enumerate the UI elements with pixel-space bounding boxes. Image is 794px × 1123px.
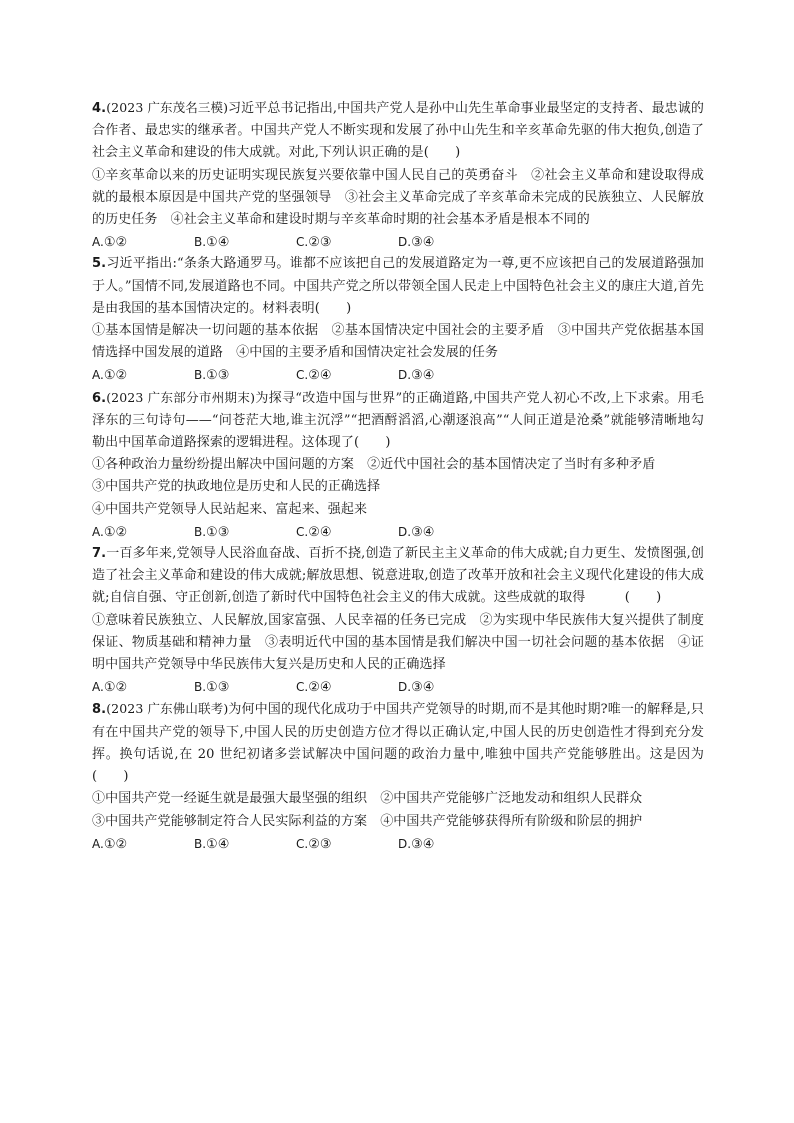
choice-text: ①④ <box>206 234 230 250</box>
question-stem <box>92 543 704 610</box>
choice-letter: D. <box>398 235 412 250</box>
choice-letter: D. <box>398 368 412 383</box>
choice-a[interactable] <box>92 364 194 386</box>
choice-letter: A. <box>92 836 104 851</box>
choice-letter: B. <box>194 235 207 250</box>
choice-text: ①③ <box>206 679 230 695</box>
question-source: (2023 广东部分市州期末) <box>106 389 256 405</box>
question-text: 习近平指出:“条条大路通罗马。谁都不应该把自己的发展道路定为一尊,更不应该把自己的发展道路强加于人。”国情不同,发展道路也不同。中国共产党之所以带领全国人民走上中国特色社会主义的康庄大道,首先是由我国的基本国情决定的。材料表明( ) <box>92 256 704 316</box>
choice-letter: B. <box>194 680 207 695</box>
question-number: 6. <box>92 390 107 406</box>
statement-group: ③中国共产党能够制定符合人民实际利益的方案 ④中国共产党能够获得所有阶级和阶层的拥护 <box>92 813 643 829</box>
choice-a[interactable] <box>92 231 194 253</box>
choice-text: ①② <box>103 679 128 695</box>
choice-b[interactable] <box>194 364 296 386</box>
choice-text: ②③ <box>308 835 332 851</box>
question-text: 为何中国的现代化成功于中国共产党领导的时期,而不是其他时期?唯一的解释是,只有在中国共产党的领导下,中国人民的历史创造方位才得以正确认定,中国人民的历史创造性才得到充分发挥。换句话说,在 20 世纪初诸多尝试解决中国问题的政治力量中,唯独中国共产党能够胜出。这是因为( ) <box>92 702 704 785</box>
answer-choices <box>92 676 704 698</box>
choice-text: ①② <box>103 523 128 539</box>
question-stem <box>92 387 704 455</box>
statement-group: ①辛亥革命以来的历史证明实现民族复兴要依靠中国人民自己的英勇奋斗 ②社会主义革命和建设取得成就的最根本原因是中国共产党的坚强领导 ③社会主义革命完成了辛亥革命未完成的民族独立、人民解放的历史任务 ④社会主义革命和建设时期与辛亥革命时期的社会基本矛盾是根本不同的 <box>92 167 704 228</box>
choice-d[interactable] <box>398 364 500 386</box>
choice-d[interactable] <box>398 833 500 855</box>
choice-d[interactable] <box>398 521 500 543</box>
choice-b[interactable] <box>194 676 296 698</box>
choice-letter: D. <box>398 836 412 851</box>
answer-choices <box>92 521 704 543</box>
question-stem <box>92 97 704 165</box>
statement-group: ①意味着民族独立、人民解放,国家富强、人民幸福的任务已完成 ②为实现中华民族伟大复兴提供了制度保证、物质基础和精神力量 ③表明近代中国的基本国情是我们解决中国一切社会问题的基本依据 ④证明中国共产党领导中华民族伟大复兴是历史和人民的正确选择 <box>92 612 704 673</box>
choice-text: ③④ <box>411 234 435 250</box>
choice-letter: D. <box>398 524 412 539</box>
choice-letter: B. <box>194 836 207 851</box>
statement-group: ①各种政治力量纷纷提出解决中国问题的方案 ②近代中国社会的基本国情决定了当时有多种矛盾 <box>92 457 656 473</box>
choice-letter: B. <box>194 524 207 539</box>
choice-b[interactable] <box>194 521 296 543</box>
question-stem <box>92 253 704 320</box>
choice-text: ①② <box>103 234 128 250</box>
question-number: 5. <box>92 256 107 272</box>
choice-text: ①③ <box>206 523 230 539</box>
choice-letter: D. <box>398 680 412 695</box>
choice-c[interactable] <box>296 231 398 253</box>
choice-text: ①④ <box>206 835 230 851</box>
question-number: 7. <box>92 546 107 562</box>
choice-text: ③④ <box>411 835 435 851</box>
choice-text: ①② <box>103 367 128 383</box>
question-text: 为探寻“改造中国与世界”的正确道路,中国共产党人初心不改,上下求索。用毛泽东的三句诗句——“问苍茫大地,谁主沉浮”“把酒酹滔滔,心潮逐浪高”“人间正道是沧桑”就能够清晰地勾勒出中国革命道路探索的逻辑进程。这体现了( ) <box>92 390 704 451</box>
choice-text: ③④ <box>411 367 435 383</box>
question-source: (2023 广东茂名三模) <box>106 100 229 115</box>
choice-text: ①③ <box>206 367 230 383</box>
choice-letter: A. <box>92 680 104 695</box>
choice-text: ③④ <box>411 679 435 695</box>
question-number: 8. <box>92 702 107 718</box>
choice-letter: C. <box>296 235 309 250</box>
question-number: 4. <box>92 101 107 116</box>
question-text: 一百多年来,党领导人民浴血奋战、百折不挠,创造了新民主主义革命的伟大成就;自力更生、发愤图强,创造了社会主义革命和建设的伟大成就;解放思想、锐意进取,创造了改革开放和社会主义现代化建设的伟大成就;自信自强、守正创新,创造了新时代中国特色社会主义的伟大成就。这些成就的取得 ( ) <box>92 546 704 606</box>
choice-a[interactable] <box>92 676 194 698</box>
choice-b[interactable] <box>194 231 296 253</box>
choice-d[interactable] <box>398 231 500 253</box>
question-4 <box>92 97 704 253</box>
question-sheet <box>92 97 704 855</box>
choice-letter: B. <box>194 368 207 383</box>
question-source: (2023 广东佛山联考) <box>106 701 229 717</box>
choice-text: ②③ <box>308 234 332 250</box>
choice-letter: A. <box>92 524 104 539</box>
choice-letter: C. <box>296 680 309 695</box>
answer-choices <box>92 833 704 855</box>
choice-letter: A. <box>92 368 104 383</box>
question-8 <box>92 698 704 854</box>
choice-c[interactable] <box>296 364 398 386</box>
statement-group: ③中国共产党的执政地位是历史和人民的正确选择 <box>92 479 381 495</box>
choice-text: ②④ <box>308 367 332 383</box>
question-7 <box>92 543 704 698</box>
choice-c[interactable] <box>296 676 398 698</box>
choice-a[interactable] <box>92 833 194 855</box>
answer-choices <box>92 364 704 386</box>
answer-choices <box>92 231 704 253</box>
choice-letter: C. <box>296 524 309 539</box>
choice-c[interactable] <box>296 521 398 543</box>
statement-group: ①中国共产党一经诞生就是最强大最坚强的组织 ②中国共产党能够广泛地发动和组织人民群众 <box>92 791 643 807</box>
choice-text: ②④ <box>308 679 332 695</box>
choice-text: ③④ <box>411 523 435 539</box>
choice-letter: A. <box>92 235 104 250</box>
statement-group: ①基本国情是解决一切问题的基本依据 ②基本国情决定中国社会的主要矛盾 ③中国共产党依据基本国情选择中国发展的道路 ④中国的主要矛盾和国情决定社会发展的任务 <box>92 323 704 361</box>
choice-d[interactable] <box>398 676 500 698</box>
choice-letter: C. <box>296 836 309 851</box>
question-stem <box>92 698 704 788</box>
choice-a[interactable] <box>92 521 194 543</box>
choice-letter: C. <box>296 368 309 383</box>
choice-c[interactable] <box>296 833 398 855</box>
question-5 <box>92 253 704 386</box>
statement-group: ④中国共产党领导人民站起来、富起来、强起来 <box>92 501 368 517</box>
question-text: 习近平总书记指出,中国共产党人是孙中山先生革命事业最坚定的支持者、最忠诚的合作者、最忠实的继承者。中国共产党人不断实现和发展了孙中山先生和辛亥革命先驱的伟大抱负,创造了社会主义革命和建设的伟大成就。对此,下列认识正确的是( ) <box>92 101 704 161</box>
choice-text: ②④ <box>308 523 332 539</box>
choice-text: ①② <box>103 835 128 851</box>
question-6 <box>92 387 704 543</box>
choice-b[interactable] <box>194 833 296 855</box>
